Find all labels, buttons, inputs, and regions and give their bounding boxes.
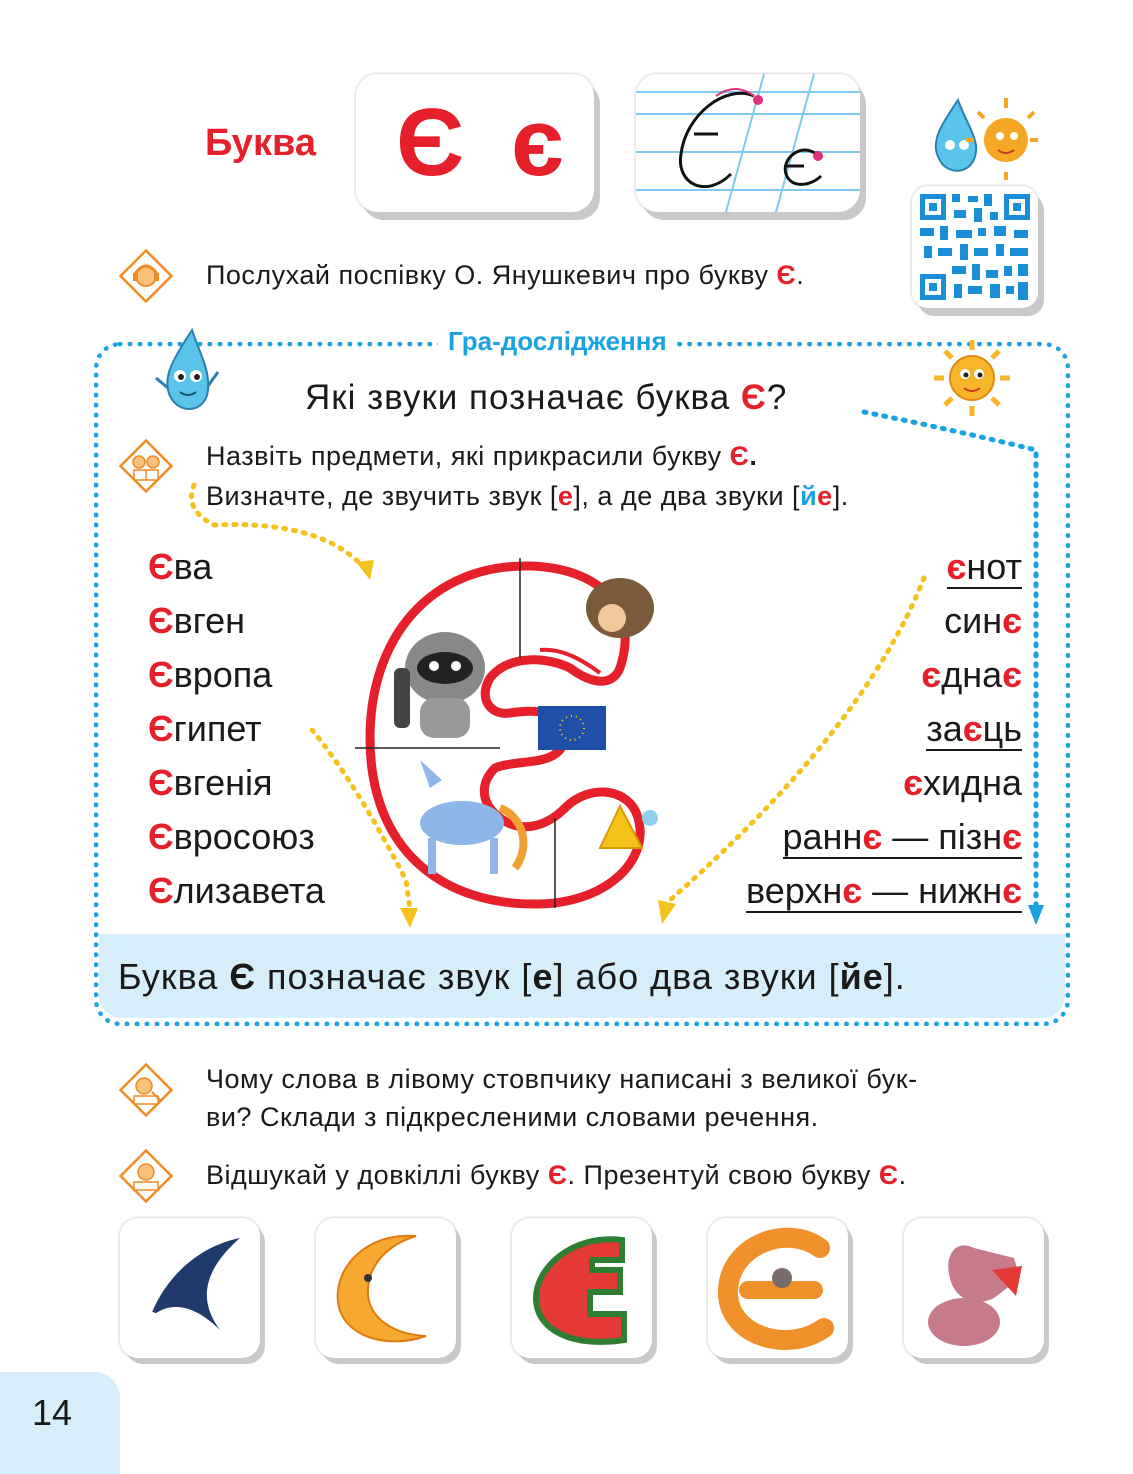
left-word-list [148,540,325,918]
task-line-2: Визначте, де звучить звук [е], а де два звуки [йе]. [206,481,849,511]
right-word: раннє — пізнє [782,816,1022,857]
left-word: Євген [148,600,245,641]
question-1 [206,1060,1046,1136]
right-word: синє [944,600,1022,641]
qr-code[interactable] [912,186,1038,308]
thumb-swallow [120,1218,260,1358]
thumb-moon [316,1218,456,1358]
thumb-watermelon [512,1218,652,1358]
question-2: Відшукай у довкіллі букву Є. Презентуй свою букву Є. [206,1160,907,1190]
drop-and-sun-mascots [918,90,1038,180]
conclusion-text: Буква Є позначає звук [е] або два звуки [йе]. [118,956,906,997]
listen-icon [118,248,174,309]
right-word: заєць [926,708,1022,749]
right-word: верхнє — нижнє [746,870,1022,911]
writing-icon [118,1062,174,1123]
left-word: Єгипет [148,708,262,749]
game-label: Гра-дослідження [438,326,677,357]
game-question: Які звуки позначає буква Є? [305,378,788,417]
page-number: 14 [32,1392,73,1433]
hippo-icon [904,1218,1044,1358]
pretzel-letter-icon [708,1218,848,1358]
swallow-icon [120,1218,260,1358]
question-1-line-2: ви? Склади з підкресленими словами речення. [206,1102,819,1132]
print-letters: Є є [396,89,574,196]
left-word: Єва [148,546,213,587]
question-1-line-1: Чому слова в лівому стовпчику написані з великої бук- [206,1064,918,1094]
thumb-pretzel [708,1218,848,1358]
script-letters-illustration [636,74,860,212]
right-word: єнот [946,546,1022,587]
right-word: єхидна [903,762,1022,803]
left-word: Єлизавета [148,870,325,911]
crescent-moon-icon [316,1218,456,1358]
thumb-hippo [904,1218,1044,1358]
task-line-1: Назвіть предмети, які прикрасили букву Є. [206,441,758,471]
page-title: Буква [205,122,316,164]
page-number-tab [0,1372,120,1474]
watermelon-icon [512,1218,652,1358]
hedgehog-icon [586,578,654,638]
eu-flag-icon [538,706,606,750]
reading-icon [118,1148,174,1209]
left-word: Євросоюз [148,816,315,857]
script-letter-card [636,74,860,212]
print-letter-card [356,74,594,212]
left-word: Євгенія [148,762,273,803]
right-word: єднає [921,654,1022,695]
left-word: Європа [148,654,273,695]
listen-instruction: Послухай поспівку О. Янушкевич про букву Є. [206,260,805,290]
right-word-list [660,540,1022,918]
puzzle-letter-illustration [350,548,680,920]
